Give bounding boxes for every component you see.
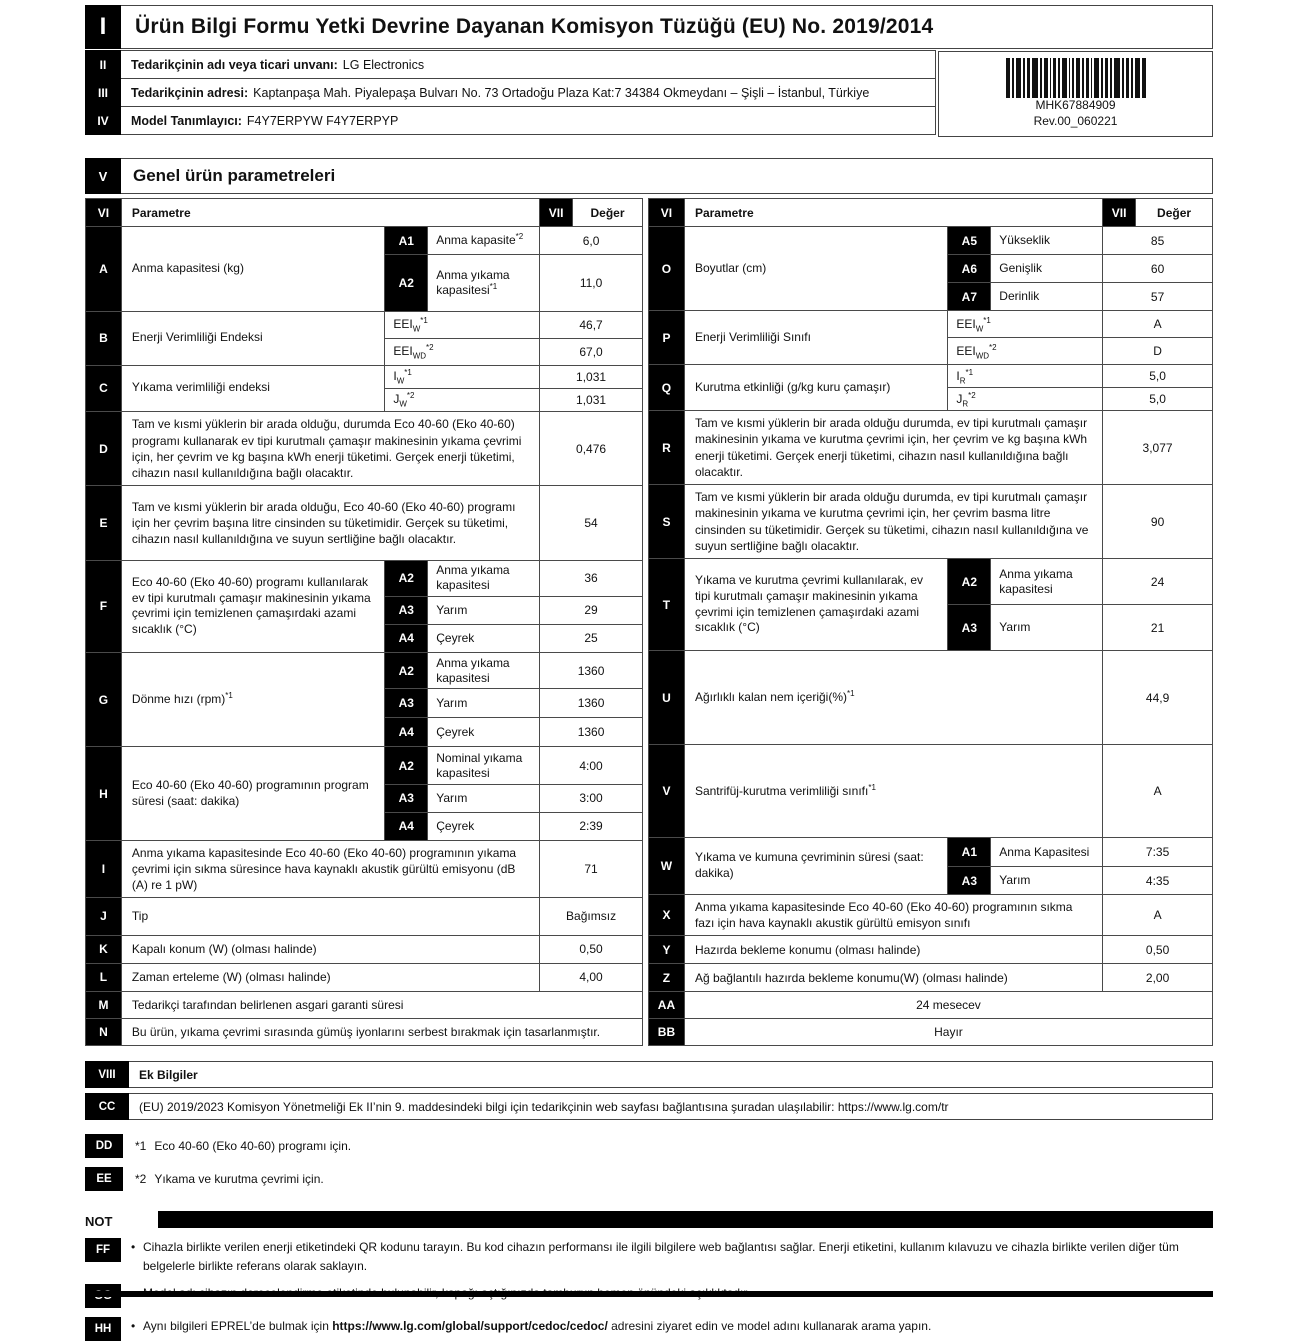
page-title: Ürün Bilgi Formu Yetki Devrine Dayanan Komisyon Tüzüğü (EU) No. 2019/2014	[121, 5, 1213, 49]
row-V	[649, 745, 1213, 838]
row-letter-Y: Y	[649, 936, 685, 964]
row-J	[86, 898, 643, 935]
right-parameter-table	[648, 198, 1213, 1046]
value-A1: 6,0	[540, 227, 643, 255]
bullet-icon: •	[131, 1240, 136, 1255]
param-O: Boyutlar (cm)	[684, 227, 947, 311]
value-AA: 24 mesecev	[684, 992, 1212, 1019]
row-F1	[86, 560, 643, 596]
row-letter-R: R	[649, 411, 685, 485]
value-W-A3: 4:35	[1103, 867, 1213, 895]
subcode-G-A3: A3	[385, 689, 428, 718]
param-J: Tip	[121, 898, 539, 935]
row-A1	[86, 227, 643, 255]
param-M: Tedarikçi tarafından belirlenen asgari garanti süresi	[121, 991, 642, 1018]
param-P: Enerji Verimliliği Sınıfı	[684, 311, 947, 365]
value-R: 3,077	[1103, 411, 1213, 485]
row-Z	[649, 964, 1213, 992]
row-num-HH: HH	[85, 1317, 121, 1341]
row-W1	[649, 838, 1213, 867]
ff-text: Cihazla birlikte verilen enerji etiketindeki QR kodunu tarayın. Bu kod cihazın performansı ile ilgili bilgilere web bağlantısı sağlar. Enerji etiketini, kullanım kılavuzu ve cihazla birlikte verilen diğer tüm belgelerle birlikte referans olarak saklayın.	[143, 1240, 1179, 1273]
subcode-W-A3: A3	[948, 867, 991, 895]
sublabel-T-A2: Anma yıkama kapasitesi	[991, 559, 1103, 605]
row-L	[86, 963, 643, 991]
row-letter-BB: BB	[649, 1019, 685, 1046]
bottom-border-bar	[85, 1291, 1213, 1297]
param-D: Tam ve kısmi yüklerin bir arada olduğu, durumda Eco 40-60 (Eko 40-60) programı kullanarak ev tipi kurutmalı çamaşır makinesinin yıkama çevrimi için, her çevrim ve kg başına kWh enerji tüketimi. Gerçek enerji tüketimi, cihazın nasıl kullanıldığına bağlı olacaktır.	[121, 411, 539, 485]
left-parameter-table	[85, 198, 643, 1046]
barcode-revision: Rev.00_060221	[1033, 114, 1118, 128]
row-M	[86, 991, 643, 1018]
row-letter-I: I	[86, 840, 122, 898]
sublabel-G-A2: Anma yıkama kapasitesi	[428, 653, 540, 689]
row-num-I: I	[85, 5, 121, 49]
sublabel-EEIw: $EEI_W^{*1}$	[385, 311, 540, 338]
ff-row	[85, 1238, 1213, 1275]
row-B1	[86, 311, 643, 338]
row-letter-W: W	[649, 838, 685, 895]
row-X	[649, 895, 1213, 936]
sublabel-W-A1: Anma Kapasitesi	[991, 838, 1103, 867]
param-Z: Ağ bağlantılı hazırda bekleme konumu(W) (olması halinde)	[684, 964, 1102, 992]
param-A: Anma kapasitesi (kg)	[121, 227, 384, 311]
barcode-code: MHK67884909	[1035, 98, 1116, 113]
value-H-A2: 4:00	[540, 747, 643, 784]
row-R	[649, 411, 1213, 485]
value-G-A2: 1360	[540, 653, 643, 689]
row-letter-M: M	[86, 991, 122, 1018]
param-X: Anma yıkama kapasitesinde Eco 40-60 (Eko 40-60) programının sıkma fazı için hava kaynaklı akustik gürültü emisyon sınıfı	[684, 895, 1102, 936]
param-W: Yıkama ve kumuna çevriminin süresi (saat: dakika)	[684, 838, 947, 895]
value-S: 90	[1103, 485, 1213, 559]
supplier-address-value: Kaptanpaşa Mah. Piyalepaşa Bulvarı No. 73 Ortadoğu Plaza Kat:7 34384 Okmeydanı – Şişli – İstanbul, Türkiye	[253, 85, 870, 100]
value-A7: 57	[1103, 283, 1213, 311]
dd-text: *1 Eco 40-60 (Eko 40-60) programı için.	[135, 1139, 352, 1154]
subcode-H-A4: A4	[385, 812, 428, 840]
row-letter-J: J	[86, 898, 122, 935]
value-H-A4: 2:39	[540, 812, 643, 840]
row-letter-AA: AA	[649, 992, 685, 1019]
subcode-A6: A6	[948, 255, 991, 283]
row-letter-A: A	[86, 227, 122, 311]
hh-text: Aynı bilgileri EPREL’de bulmak için https://www.lg.com/global/support/cedoc/cedoc/ adresini ziyaret edin ve model adını kullanarak arama yapın.	[143, 1319, 932, 1334]
row-letter-Z: Z	[649, 964, 685, 992]
barcode-box	[938, 51, 1213, 137]
row-letter-X: X	[649, 895, 685, 936]
value-F-A2: 36	[540, 560, 643, 596]
sublabel-G-A3: Yarım	[428, 689, 540, 718]
row-num-EE: EE	[85, 1167, 123, 1191]
model-identifier-cell	[121, 106, 936, 135]
supplier-address-label: Tedarikçinin adresi:	[131, 85, 249, 100]
value-F-A4: 25	[540, 624, 643, 652]
sublabel-W-A3: Yarım	[991, 867, 1103, 895]
value-A2: 11,0	[540, 255, 643, 311]
value-A5: 85	[1103, 227, 1213, 255]
sublabel-Ir: $I_R^{*1}$	[948, 365, 1103, 388]
right-header-row	[649, 199, 1213, 227]
row-num-DD: DD	[85, 1134, 123, 1158]
col-num-VI-right: VI	[649, 199, 685, 227]
sublabel-A5: Yükseklik	[991, 227, 1103, 255]
left-header-row	[86, 199, 643, 227]
row-num-VIII: VIII	[85, 1061, 129, 1088]
param-K: Kapalı konum (W) (olması halinde)	[121, 935, 539, 963]
param-Y: Hazırda bekleme konumu (olması halinde)	[684, 936, 1102, 964]
value-W-A1: 7:35	[1103, 838, 1213, 867]
model-identifier-row	[85, 106, 936, 135]
value-L: 4,00	[540, 963, 643, 991]
value-EEIwd: 67,0	[540, 338, 643, 365]
row-letter-V: V	[649, 745, 685, 838]
hh-body	[121, 1317, 933, 1341]
subcode-F-A2: A2	[385, 560, 428, 596]
value-X: A	[1103, 895, 1213, 936]
value-T-A3: 21	[1103, 605, 1213, 651]
extra-info-header	[85, 1061, 1213, 1088]
eprel-url: https://www.lg.com/global/support/cedoc/cedoc/	[332, 1319, 608, 1334]
form-title-row	[85, 5, 1213, 49]
not-section-header	[85, 1211, 1213, 1229]
value-Jw: 1,031	[540, 388, 643, 411]
value-Jr: 5,0	[1103, 388, 1213, 411]
ee-row	[85, 1167, 1213, 1191]
subcode-F-A3: A3	[385, 596, 428, 624]
param-G: Dönme hızı (rpm)$^{*1}$	[121, 653, 384, 747]
subcode-A5: A5	[948, 227, 991, 255]
sublabel-H-A2: Nominal yıkama kapasitesi	[428, 747, 540, 784]
sublabel-A6: Genişlik	[991, 255, 1103, 283]
value-T-A2: 24	[1103, 559, 1213, 605]
param-H: Eco 40-60 (Eko 40-60) programının program süresi (saat: dakika)	[121, 747, 384, 840]
subcode-H-A2: A2	[385, 747, 428, 784]
row-N	[86, 1018, 643, 1045]
param-B: Enerji Verimliliği Endeksi	[121, 311, 384, 365]
value-J: Bağımsız	[540, 898, 643, 935]
value-P-EEIwd: D	[1103, 338, 1213, 365]
row-I	[86, 840, 643, 898]
row-letter-K: K	[86, 935, 122, 963]
param-T: Yıkama ve kurutma çevrimi kullanılarak, ev tipi kurutmalı çamaşır makinesinin yıkama çevrimi için temizlenen çamaşırdaki azami sıcaklık (°C)	[684, 559, 947, 651]
supplier-name-row	[85, 50, 936, 79]
ee-text: *2 Yıkama ve kurutma çevrimi için.	[135, 1172, 324, 1187]
value-F-A3: 29	[540, 596, 643, 624]
sublabel-P-EEIwd: $EEI_{WD}^{*2}$	[948, 338, 1103, 365]
model-identifier-label: Model Tanımlayıcı:	[131, 113, 242, 128]
row-S	[649, 485, 1213, 559]
param-V: Santrifüj-kurutma verimliliği sınıfı$^{*1}$	[684, 745, 1102, 838]
col-header-deger: Değer	[573, 199, 643, 227]
cc-text: (EU) 2019/2023 Komisyon Yönetmeliği Ek II’nin 9. maddesindeki bilgi için tedarikçinin web sayfası bağlantısına şuradan ulaşılabilir: https://www.lg.com/tr	[129, 1093, 1213, 1120]
value-A6: 60	[1103, 255, 1213, 283]
cc-row	[85, 1093, 1213, 1120]
sublabel-A1: Anma kapasite$^{*2}$	[428, 227, 540, 255]
product-information-sheet	[85, 5, 1213, 1341]
row-num-CC: CC	[85, 1093, 129, 1120]
subcode-A7: A7	[948, 283, 991, 311]
general-parameters-title: Genel ürün parametreleri	[121, 158, 1213, 194]
sublabel-A2: Anma yıkama kapasitesi$^{*1}$	[428, 255, 540, 311]
row-letter-B: B	[86, 311, 122, 365]
row-num-II: II	[85, 50, 121, 79]
row-num-V: V	[85, 158, 121, 194]
row-G1	[86, 653, 643, 689]
row-letter-G: G	[86, 653, 122, 747]
row-letter-H: H	[86, 747, 122, 840]
row-letter-T: T	[649, 559, 685, 651]
param-F: Eco 40-60 (Eko 40-60) programı kullanılarak ev tipi kurutmalı çamaşır makinesinin yıkama çevrimi için temizlenen çamaşırdaki azami sıcaklık (°C)	[121, 560, 384, 652]
sublabel-F-A4: Çeyrek	[428, 624, 540, 652]
row-letter-U: U	[649, 651, 685, 745]
col-header-parametre-right: Parametre	[684, 199, 1102, 227]
row-U	[649, 651, 1213, 745]
value-Y: 0,50	[1103, 936, 1213, 964]
supplier-address-cell	[121, 78, 936, 107]
row-letter-D: D	[86, 411, 122, 485]
value-U: 44,9	[1103, 651, 1213, 745]
row-letter-O: O	[649, 227, 685, 311]
value-EEIw: 46,7	[540, 311, 643, 338]
sublabel-P-EEIw: $EEI_W^{*1}$	[948, 311, 1103, 338]
not-divider-bar	[158, 1211, 1213, 1228]
param-U: Ağırlıklı kalan nem içeriği(%)$^{*1}$	[684, 651, 1102, 745]
supplier-name-value: LG Electronics	[342, 57, 425, 72]
sublabel-H-A3: Yarım	[428, 784, 540, 812]
value-V: A	[1103, 745, 1213, 838]
subcode-G-A4: A4	[385, 718, 428, 747]
hh-row	[85, 1317, 1213, 1341]
subcode-T-A3: A3	[948, 605, 991, 651]
value-Iw: 1,031	[540, 365, 643, 388]
sublabel-Iw: $I_W^{*1}$	[385, 365, 540, 388]
row-K	[86, 935, 643, 963]
supplier-name-cell	[121, 50, 936, 79]
bullet-icon: •	[131, 1319, 136, 1334]
row-Q1	[649, 365, 1213, 388]
col-header-deger-right: Değer	[1136, 199, 1213, 227]
sublabel-F-A2: Anma yıkama kapasitesi	[428, 560, 540, 596]
sublabel-EEIwd: $EEI_{WD}^{*2}$	[385, 338, 540, 365]
row-letter-N: N	[86, 1018, 122, 1045]
ff-body	[121, 1238, 1213, 1275]
row-letter-S: S	[649, 485, 685, 559]
barcode-image	[1006, 58, 1146, 98]
param-L: Zaman erteleme (W) (olması halinde)	[121, 963, 539, 991]
value-H-A3: 3:00	[540, 784, 643, 812]
row-C1	[86, 365, 643, 388]
param-I: Anma yıkama kapasitesinde Eco 40-60 (Eko 40-60) programının yıkama çevrimi için sıkma süresince hava kaynaklı akustik gürültü emisyonu (dB (A) re 1 pW)	[121, 840, 539, 898]
col-header-parametre: Parametre	[121, 199, 539, 227]
param-S: Tam ve kısmi yüklerin bir arada olduğu durumda, ev tipi kurutmalı çamaşır makinesinin yıkama ve kurutma çevrimi için, her çevrim basma litre cinsinden su tüketimidir. Gerçek su tüketimi, cihazın nasıl kullanıldığına ve suyun sertliğine bağlı olacaktır.	[684, 485, 1102, 559]
row-D	[86, 411, 643, 485]
sublabel-A7: Derinlik	[991, 283, 1103, 311]
row-letter-P: P	[649, 311, 685, 365]
row-letter-F: F	[86, 560, 122, 652]
row-num-III: III	[85, 78, 121, 107]
col-num-VII-right: VII	[1103, 199, 1136, 227]
value-G-A4: 1360	[540, 718, 643, 747]
col-num-VI: VI	[86, 199, 122, 227]
row-letter-E: E	[86, 486, 122, 560]
value-BB: Hayır	[684, 1019, 1212, 1046]
param-R: Tam ve kısmi yüklerin bir arada olduğu durumda, ev tipi kurutmalı çamaşır makinesinin yıkama ve kurutma çevrimi için, her çevrim ve kg başına kWh enerji tüketimi. Gerçek enerji tüketimi, cihazın nasıl kullanıldığına bağlı olacaktır.	[684, 411, 1102, 485]
row-letter-L: L	[86, 963, 122, 991]
model-identifier-value: F4Y7ERPYW F4Y7ERPYP	[246, 113, 399, 128]
param-C: Yıkama verimliliği endeksi	[121, 365, 384, 411]
param-E: Tam ve kısmi yüklerin bir arada olduğu, Eco 40-60 (Eko 40-60) programı için her çevrim başına litre cinsinden su tüketimidir. Gerçek su tüketimi, cihazın nasıl kullanıldığına ve suyun sertliğine bağlı olacaktır.	[121, 486, 539, 560]
row-num-FF: FF	[85, 1238, 121, 1262]
subcode-G-A2: A2	[385, 653, 428, 689]
row-T1	[649, 559, 1213, 605]
value-D: 0,476	[540, 411, 643, 485]
sublabel-H-A4: Çeyrek	[428, 812, 540, 840]
row-num-IV: IV	[85, 106, 121, 135]
value-K: 0,50	[540, 935, 643, 963]
sublabel-T-A3: Yarım	[991, 605, 1103, 651]
subcode-A2: A2	[385, 255, 428, 311]
row-letter-Q: Q	[649, 365, 685, 411]
sublabel-Jw: $J_W^{*2}$	[385, 388, 540, 411]
supplier-info-section	[85, 51, 1213, 137]
row-letter-C: C	[86, 365, 122, 411]
extra-info-title: Ek Bilgiler	[129, 1061, 1213, 1088]
subcode-A1: A1	[385, 227, 428, 255]
value-E: 54	[540, 486, 643, 560]
value-I: 71	[540, 840, 643, 898]
supplier-address-row	[85, 78, 936, 107]
row-H1	[86, 747, 643, 784]
row-E	[86, 486, 643, 560]
supplier-name-label: Tedarikçinin adı veya ticari unvanı:	[131, 57, 338, 72]
param-Q: Kurutma etkinliği (g/kg kuru çamaşır)	[684, 365, 947, 411]
not-label: NOT	[85, 1214, 113, 1230]
subcode-F-A4: A4	[385, 624, 428, 652]
row-P1	[649, 311, 1213, 338]
general-parameters-header	[85, 158, 1213, 194]
row-AA	[649, 992, 1213, 1019]
supplier-rows	[85, 51, 936, 137]
value-Z: 2,00	[1103, 964, 1213, 992]
sublabel-F-A3: Yarım	[428, 596, 540, 624]
dd-row	[85, 1134, 1213, 1158]
value-Ir: 5,0	[1103, 365, 1213, 388]
row-BB	[649, 1019, 1213, 1046]
value-G-A3: 1360	[540, 689, 643, 718]
subcode-H-A3: A3	[385, 784, 428, 812]
param-N: Bu ürün, yıkama çevrimi sırasında gümüş iyonlarını serbest bırakmak için tasarlanmıştır.	[121, 1018, 642, 1045]
sublabel-G-A4: Çeyrek	[428, 718, 540, 747]
value-P-EEIw: A	[1103, 311, 1213, 338]
subcode-W-A1: A1	[948, 838, 991, 867]
col-num-VII: VII	[540, 199, 573, 227]
row-Y	[649, 936, 1213, 964]
sublabel-Jr: $J_R^{*2}$	[948, 388, 1103, 411]
subcode-T-A2: A2	[948, 559, 991, 605]
parameter-tables	[85, 198, 1213, 1046]
row-O1	[649, 227, 1213, 255]
